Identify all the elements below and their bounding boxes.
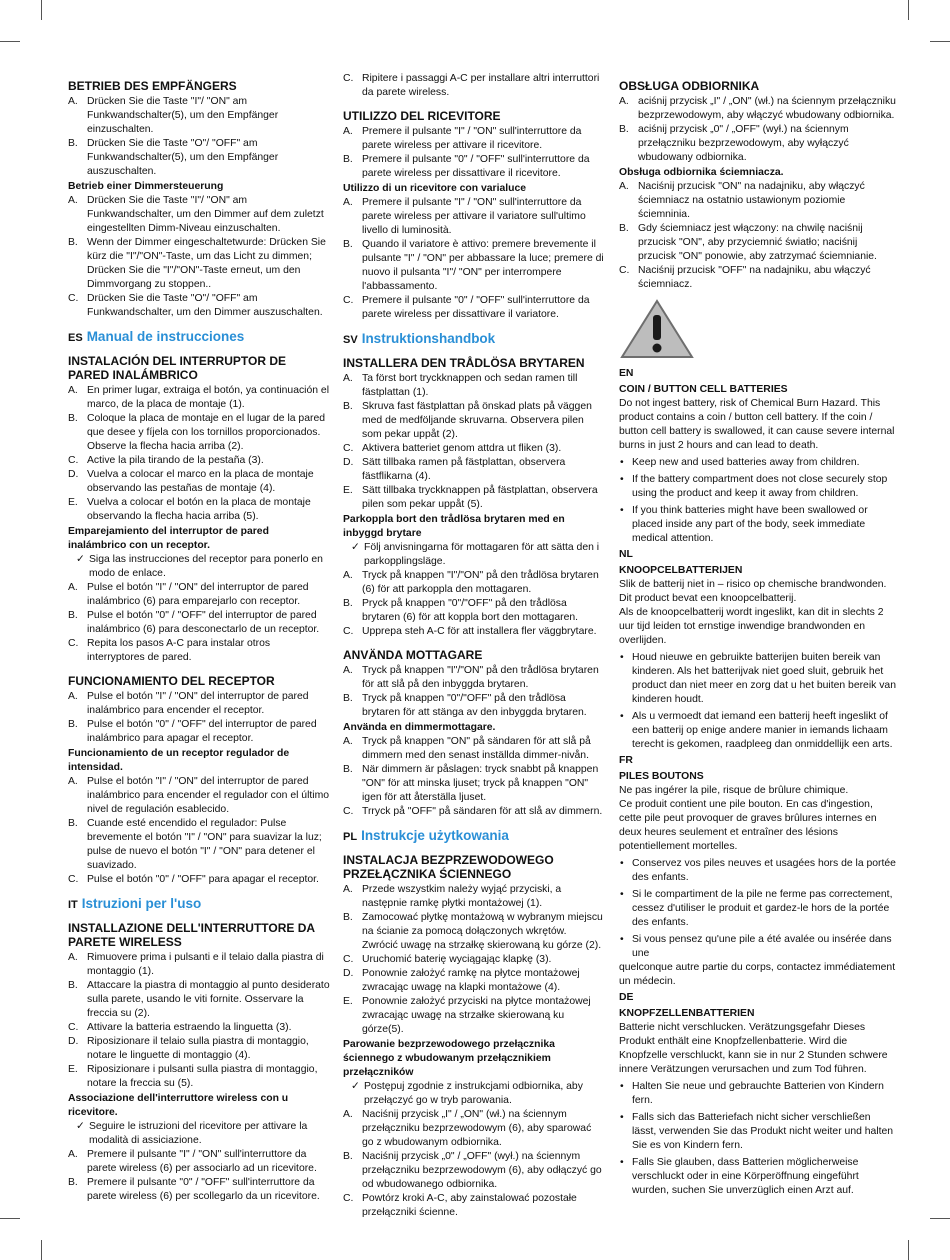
warning-heading: KNOOPCELBATTERIJEN (619, 565, 743, 576)
bullet-item (619, 473, 897, 501)
paragraph: quelconque autre partie du corps, contactez immédiatement un médecin. (619, 962, 896, 987)
list-marker: A. (343, 736, 353, 747)
bullet-icon: • (620, 457, 624, 468)
list-item (68, 690, 330, 718)
crop-mark (0, 41, 20, 42)
list-item-text: Active la pila tirando de la pestaña (3). (87, 455, 264, 466)
section-heading: UTILIZZO DEL RICEVITORE (343, 109, 501, 123)
check-item-text: Följ anvisningarna för mottagaren för att sätta den i parkopplingsläge. (364, 542, 600, 567)
list-item (343, 400, 605, 442)
list-item-text: Drücken Sie die Taste "O"/ "OFF" am Funkwandschalter(5), um den Empfänger auszuschalten. (87, 138, 279, 177)
list-marker: D. (343, 968, 354, 979)
list-marker: C. (343, 806, 354, 817)
list-item-text: Repita los pasos A-C para instalar otros interryptores de pared. (87, 638, 271, 663)
list-item (343, 1192, 605, 1220)
warning-heading: PILES BOUTONS (619, 771, 704, 782)
list-marker: A. (68, 691, 78, 702)
list-item (343, 597, 605, 625)
paragraph: Batterie nicht verschlucken. Verätzungsgefahr Dieses Produkt enthält eine Knopfzellenbatterie. Wird die Knopfzelle verschluckt, kann sie in nur 2 Stunden schwere innere Verätzungen verursachen und zum Tod führen. (619, 1022, 888, 1075)
list-item (343, 294, 605, 322)
crop-mark (908, 1240, 909, 1260)
list-marker: A. (68, 385, 78, 396)
list-marker: B. (343, 598, 353, 609)
list-item-text: Quando il variatore è attivo: premere brevemente il pulsante "I" / "ON" per abbassare la luce; premere di nuovo il pulsanta "I"/ "ON" per interrompere l'abbassamento. (362, 239, 604, 292)
list-marker: C. (68, 874, 79, 885)
section-heading: INSTALACJA BEZPRZEWODOWEGO PRZEŁĄCZNIKA ŚCIENNEGO (343, 853, 554, 881)
list-marker: C. (68, 1022, 79, 1033)
section-heading: INSTALLERA DEN TRÅDLÖSA BRYTAREN (343, 356, 585, 370)
paragraph: Do not ingest battery, risk of Chemical Burn Hazard. This product contains a coin / button cell battery. If the coin / button cell battery is swallowed, it can cause severe internal burns in just 2 hours and can lead to death. (619, 398, 895, 451)
list-item (343, 456, 605, 484)
list-marker: D. (343, 457, 354, 468)
list-item (343, 664, 605, 692)
language-section-title (68, 330, 330, 345)
bullet-item-text: Conservez vos piles neuves et usagées hors de la portée des enfants. (632, 858, 896, 883)
list-item (343, 953, 605, 967)
list-item-text: Rimuovere prima i pulsanti e il telaio dalla piastra di montaggio (1). (87, 952, 324, 977)
language-code: PL (343, 831, 358, 843)
paragraph: Ne pas ingérer la pile, risque de brûlure chimique. (619, 785, 849, 796)
list-item (343, 484, 605, 512)
subheading: Parkoppla bort den trådlösa brytaren med en inbyggd brytare (343, 514, 565, 539)
list-item (68, 412, 330, 454)
list-marker: E. (343, 485, 353, 496)
subheading: Betrieb einer Dimmersteuerung (68, 181, 224, 192)
list-marker: C. (343, 1193, 354, 1204)
list-marker: A. (68, 195, 78, 206)
list-marker: C. (619, 265, 630, 276)
list-marker: A. (343, 884, 353, 895)
list-item (68, 292, 330, 320)
list-item-text: Skruva fast fästplattan på önskad plats på väggen med de medföljande skruvarna. Observera pilen som pekar uppåt (2). (362, 401, 592, 440)
subheading: Emparejamiento del interruptor de pared inalámbrico con un receptor. (68, 526, 269, 551)
list-item-text: Coloque la placa de montaje en el lugar de la pared que desee y fíjela con los tornillos proporcionados. Observe la flecha hacia arriba (2). (87, 413, 325, 452)
list-item-text: Pulse el botón "I" / "ON" del interruptor de pared inalámbrico (6) para emparejarlo con receptor. (87, 582, 309, 607)
section-heading: ANVÄNDA MOTTAGARE (343, 648, 483, 662)
list-item (68, 1063, 330, 1091)
list-item-text: Pulse el botón "I" / "ON" del interruptor de pared inalámbrico para encender el regulador con el último nivel de regulación esablecido. (87, 776, 330, 815)
list-marker: B. (343, 1151, 353, 1162)
list-item (619, 222, 897, 264)
bullet-item-text: Als u vermoedt dat iemand een batterij heeft ingeslikt of een batterij op enige andere manier in iemands lichaam terecht is gekomen, raadpleeg dan onmiddellijk een arts. (632, 711, 893, 750)
list-item-text: Premere il pulsante "0" / "OFF" sull'interruttore da parete wireless per dissattivare il ricevitore. (362, 154, 590, 179)
bullet-item (619, 933, 897, 961)
list-marker: B. (68, 719, 78, 730)
checkmark-icon: ✓ (351, 542, 360, 553)
list-marker: A. (343, 197, 353, 208)
list-item-text: När dimmern är påslagen: tryck snabbt på knappen "ON" för att minska ljuset; tryck på knappen "ON" igen för att återställa ljuset. (362, 764, 599, 803)
list-marker: E. (343, 996, 353, 1007)
crop-mark (908, 0, 909, 20)
list-item (343, 995, 605, 1037)
warning-heading: KNOPFZELLENBATTERIEN (619, 1008, 755, 1019)
list-item (68, 1021, 330, 1035)
list-item-text: Sätt tillbaka ramen på fästplattan, observera fästflikarna (4). (362, 457, 566, 482)
list-item-text: Premere il pulsante "0" / "OFF" sull'interruttore da parete wireless per dissattivare il variatore. (362, 295, 590, 320)
list-marker: B. (619, 223, 629, 234)
manual-title: Manual de instrucciones (86, 329, 245, 344)
list-marker: A. (68, 776, 78, 787)
list-marker: B. (68, 237, 78, 248)
list-item-text: Tryck på knappen "I"/"ON" på den trådlösa brytaren (6) för att parkoppla den mottagaren. (362, 570, 599, 595)
paragraph: Als de knoopcelbatterij wordt ingeslikt, kan dit in slechts 2 uur tijd leiden tot ernstige inwendige brandwonden en overlijden. (619, 607, 884, 646)
manual-title: Instruktionshandbok (361, 331, 496, 346)
bullet-item-text: Si vous pensez qu'une pile a été avalée ou insérée dans une (632, 934, 892, 959)
list-item (343, 735, 605, 763)
list-item (68, 454, 330, 468)
list-item (68, 951, 330, 979)
bullet-item (619, 1080, 897, 1108)
language-section-title (343, 332, 605, 347)
list-item (68, 718, 330, 746)
list-marker: B. (68, 1177, 78, 1188)
language-section-title (343, 829, 605, 844)
list-item (68, 817, 330, 873)
list-item (68, 1148, 330, 1176)
language-code: IT (68, 899, 78, 911)
bullet-item-text: Falls Sie glauben, dass Batterien möglicherweise verschluckt oder in eine Körperöffnung eingeführt wurden, suchen Sie unverzüglich einen Arzt auf. (632, 1157, 859, 1196)
list-item-text: Naciśnij przucisk "OFF" na nadajniku, abu włączyć ściemniacz. (638, 265, 871, 290)
list-item (343, 625, 605, 639)
list-item (68, 873, 330, 887)
list-item-text: Drücken Sie die Taste "O"/ "OFF" am Funkwandschalter, um den Dimmer auszuschalten. (87, 293, 323, 318)
list-marker: B. (68, 980, 78, 991)
list-item-text: Cuande esté encendido el regulador: Pulse brevemente el botón "I" / "ON" para suavizar la luz; pulse de nuevo el botón "I" / "ON" para detener el suavizado. (87, 818, 322, 871)
list-item-text: Riposizionare il telaio sulla piastra di montaggio, notare le linguette di montaggio (4). (87, 1036, 309, 1061)
list-marker: B. (619, 124, 629, 135)
list-marker: A. (343, 570, 353, 581)
subheading: Utilizzo di un ricevitore con varialuce (343, 183, 527, 194)
list-item (68, 236, 330, 292)
list-item (619, 123, 897, 165)
list-marker: B. (68, 138, 78, 149)
column-middle (343, 72, 605, 1220)
list-item-text: Zamocować płytkę montażową w wybranym miejscu na ścianie za pomocą dołączonych wkrętów. Zwrócić uwagę na strzałkę skierowaną ku górze (2). (362, 912, 603, 951)
list-item-text: Drücken Sie die Taste "I"/ "ON" am Funkwandschalter(5), um den Empfänger einzuschalten. (87, 96, 279, 135)
list-item (343, 196, 605, 238)
bullet-icon: • (620, 858, 624, 869)
bullet-item-text: Si le compartiment de la pile ne ferme pas correctement, cessez d'utiliser le produit et gardez-le hors de la portée des enfants. (632, 889, 893, 928)
list-marker: C. (343, 954, 354, 965)
section-heading: INSTALACIÓN DEL INTERRUPTOR DE PARED INALÁMBRICO (68, 354, 287, 382)
list-marker: C. (68, 293, 79, 304)
bullet-icon: • (620, 505, 624, 516)
list-item-text: Uruchomić baterię wyciągając klapkę (3). (362, 954, 552, 965)
list-item-text: Premere il pulsante "0" / "OFF" sull'interruttore da parete wireless (6) per scollegarlo da un ricevitore. (87, 1177, 320, 1202)
list-item-text: Riposizionare i pulsanti sulla piastra di montaggio, notare la freccia su (5). (87, 1064, 318, 1089)
check-item-text: Seguire le istruzioni del ricevitore per attivare la modalità di assiciazione. (89, 1121, 308, 1146)
list-item-text: Aktivera batteriet genom attdra ut fliken (3). (362, 443, 562, 454)
checkmark-icon: ✓ (76, 1121, 85, 1132)
list-item (343, 442, 605, 456)
list-marker: A. (68, 1149, 78, 1160)
bullet-item (619, 710, 897, 752)
warning-heading: COIN / BUTTON CELL BATTERIES (619, 384, 788, 395)
list-marker: E. (68, 497, 78, 508)
list-marker: A. (619, 181, 629, 192)
list-item (619, 180, 897, 222)
list-item (343, 72, 605, 100)
list-marker: B. (343, 401, 353, 412)
list-marker: A. (343, 665, 353, 676)
section-heading: OBSŁUGA ODBIORNIKA (619, 79, 760, 93)
list-marker: C. (343, 626, 354, 637)
list-item (343, 967, 605, 995)
list-item-text: Pulse el botón "0" / "OFF" para apagar el receptor. (87, 874, 319, 885)
subheading: Associazione dell'interruttore wireless con u ricevitore. (68, 1093, 289, 1118)
bullet-item-text: Halten Sie neue und gebrauchte Batterien von Kindern fern. (632, 1081, 884, 1106)
list-marker: A. (343, 126, 353, 137)
list-item-text: Drücken Sie die Taste "I"/ "ON" am Funkwandschalter, um den Dimmer auf dem zuletzt eingestellten Dimm-Niveau einzuschalten. (87, 195, 324, 234)
list-marker: C. (68, 455, 79, 466)
battery-warnings (619, 367, 897, 1198)
warning-heading: FR (619, 755, 633, 766)
list-item (619, 95, 897, 123)
language-code: SV (343, 334, 358, 346)
list-item-text: Powtórz kroki A-C, aby zainstalować pozostałe przełączniki ścienne. (362, 1193, 577, 1218)
list-item-text: En primer lugar, extraiga el botón, ya continuación el marco, de la placa de montaje (1). (87, 385, 330, 410)
list-item-text: Trryck på "OFF" på sändaren för att slå av dimmern. (362, 806, 603, 817)
list-item-text: Upprepa steh A-C för att installera fler väggbrytare. (362, 626, 597, 637)
check-item (68, 1120, 330, 1148)
bullet-icon: • (620, 889, 624, 900)
list-marker: B. (343, 239, 353, 250)
list-marker: A. (619, 96, 629, 107)
list-item-text: Ponownie założyć przyciski na płytce montażowej zwracając uwagę na strzałke skierowaną ku górze(5). (362, 996, 591, 1035)
warning-heading: EN (619, 368, 634, 379)
bullet-icon: • (620, 1081, 624, 1092)
list-item-text: Premere il pulsante "I" / "ON" sull'interruttore da parete wireless per attivare il ricevitore. (362, 126, 582, 151)
list-item-text: Vuelva a colocar el botón en la placa de montaje observando la flecha hacia arriba (5). (87, 497, 311, 522)
list-item (343, 883, 605, 911)
language-code: ES (68, 332, 83, 344)
list-item-text: Attivare la batteria estraendo la linguetta (3). (87, 1022, 292, 1033)
list-item-text: Tryck på knappen "ON" på sändaren för att slå på dimmern med den senast inställda dimmer-nivån. (362, 736, 591, 761)
check-item-text: Siga las instrucciones del receptor para ponerlo en modo de enlace. (89, 554, 323, 579)
bullet-item-text: Keep new and used batteries away from children. (632, 457, 860, 468)
bullet-item (619, 857, 897, 885)
bullet-icon: • (620, 934, 624, 945)
list-item-text: Attaccare la piastra di montaggio al punto desiderato sulla parete, usando le viti fornite. Osservare la freccia su (2). (87, 980, 330, 1019)
check-item-text: Postępuj zgodnie z instrukcjami odbiornika, aby przełączyć go w tryb parowania. (364, 1081, 583, 1106)
list-item-text: Tryck på knappen "I"/"ON" på den trådlösa brytaren för att slå på den inbyggda brytaren. (362, 665, 599, 690)
list-marker: C. (68, 638, 79, 649)
list-marker: A. (343, 373, 353, 384)
bullet-icon: • (620, 474, 624, 485)
list-item-text: Vuelva a colocar el marco en la placa de montaje observando las pestañas de montaje (4). (87, 469, 314, 494)
list-marker: B. (343, 912, 353, 923)
list-item (68, 95, 330, 137)
subheading: Parowanie bezprzewodowego przełącznika ściennego z wbudowanym przełącznikiem przełączników (343, 1039, 555, 1078)
list-marker: B. (343, 764, 353, 775)
list-item-text: Wenn der Dimmer eingeschaltetwurde: Drücken Sie kürz die "I"/"ON"-Taste, um das Licht zu dimmen; Drücken Sie die "I"/"ON"-Taste erneut, um den Dimmvorgang zu stoppen.. (87, 237, 326, 290)
list-marker: C. (343, 295, 354, 306)
list-marker: E. (68, 1064, 78, 1075)
crop-mark (930, 1218, 950, 1219)
list-item (68, 637, 330, 665)
list-item (619, 264, 897, 292)
bullet-icon: • (620, 652, 624, 663)
list-item-text: Gdy ściemniacz jest włączony: na chwilę naciśnij przucisk "ON", aby przyciemnić światło; naciśnij przucisk "ON" ponowie, aby zatrzymać ściemnianie. (638, 223, 877, 262)
list-marker: A. (68, 952, 78, 963)
list-item-text: Naciśnij przucisk "ON" na nadajniku, aby włączyć ściemniacz na ostatnio ustawionym poziomie ściemninia. (638, 181, 865, 220)
checkmark-icon: ✓ (76, 554, 85, 565)
subheading: Använda en dimmermottagare. (343, 722, 496, 733)
bullet-icon: • (620, 711, 624, 722)
list-marker: B. (68, 413, 78, 424)
column-left (68, 70, 330, 1204)
bullet-item (619, 1111, 897, 1153)
list-marker: D. (68, 1036, 79, 1047)
list-item-text: aciśnij przycisk „0" / „OFF" (wył.) na ściennym przełączniku bezprzewodowym, aby wyłączyć wbudowany odbiornika. (638, 124, 849, 163)
section-heading: BETRIEB DES EMPFÄNGERS (68, 79, 237, 93)
list-item-text: Pulse el botón "I" / "ON" del interruptor de pared inalámbrico para encender el receptor. (87, 691, 309, 716)
list-marker: B. (343, 154, 353, 165)
section-heading: FUNCIONAMIENTO DEL RECEPTOR (68, 674, 275, 688)
crop-mark (930, 41, 950, 42)
bullet-item (619, 504, 897, 546)
list-item (343, 805, 605, 819)
crop-mark (41, 1240, 42, 1260)
list-item (68, 384, 330, 412)
list-item (68, 496, 330, 524)
crop-mark (0, 1218, 20, 1219)
list-item-text: Sätt tillbaka tryckknappen på fästplattan, observera pilen som pekar uppåt (5). (362, 485, 598, 510)
list-item-text: Naciśnij przycisk „0" / „OFF" (wył.) na ściennym przełączniku bezprzewodowym (6), aby odłączyć go od wbudowanego odbiornika. (362, 1151, 602, 1190)
list-item (343, 238, 605, 294)
subheading: Obsługa odbiornika ściemniacza. (619, 167, 784, 178)
list-item-text: Pulse el botón "0" / "OFF" del interruptor de pared inalámbrico para apagar el receptor. (87, 719, 317, 744)
check-item (343, 541, 605, 569)
list-item (343, 125, 605, 153)
list-item-text: aciśnij przycisk „I" / „ON" (wł.) na ściennym przełączniku bezprzewodowym, aby włączyć wbudowany odbiornika. (638, 96, 896, 121)
paragraph: Ce produit contient une pile bouton. En cas d'ingestion, cette pile peut provoquer de graves brûlures internes en deux heures seulement et entraîner des lésions potentiellement mortelles. (619, 799, 877, 852)
list-item-text: Premere il pulsante "I" / "ON" sull'interruttore da parete wireless per attivare il variatore sull'ultimo livello di luminosità. (362, 197, 586, 236)
checkmark-icon: ✓ (351, 1081, 360, 1092)
column-right (619, 70, 897, 1198)
list-item (68, 775, 330, 817)
bullet-item-text: If the battery compartment does not close securely stop using the product and keep it away from children. (632, 474, 888, 499)
bullet-item (619, 888, 897, 930)
paragraph: Slik de batterij niet in – risico op chemische brandwonden. Dit product bevat een knoopcelbatterij. (619, 579, 887, 604)
list-item-text: Ripitere i passaggi A-C per installare altri interruttori da parete wireless. (362, 73, 600, 98)
crop-mark (41, 0, 42, 20)
obsluga-odbiornika-section (619, 79, 897, 292)
bullet-icon: • (620, 1157, 624, 1168)
bullet-item-text: If you think batteries might have been swallowed or placed inside any part of the body, seek immediate medical attention. (632, 505, 868, 544)
list-item (68, 194, 330, 236)
list-item (343, 911, 605, 953)
list-item (343, 692, 605, 720)
bullet-item-text: Houd nieuwe en gebruikte batterijen buiten bereik van kinderen. Als het batterijvak niet goed sluit, gebruik het product dan niet meer en zorg dat u het buiten bereik van kinderen houdt. (632, 652, 896, 705)
check-item (343, 1080, 605, 1108)
list-item (68, 1035, 330, 1063)
manual-title: Istruzioni per l'uso (81, 896, 202, 911)
warning-heading: DE (619, 992, 634, 1003)
list-marker: B. (343, 693, 353, 704)
list-item (343, 569, 605, 597)
bullet-icon: • (620, 1112, 624, 1123)
bullet-item (619, 456, 897, 470)
list-item-text: Pryck på knappen "0"/"OFF" på den trådlösa brytaren (6) för att koppla bort den mottagaren. (362, 598, 579, 623)
list-marker: B. (68, 818, 78, 829)
list-marker: C. (343, 443, 354, 454)
list-item-text: Przede wszystkim należy wyjąć przyciski, a następnie ramkę płytki montażowej (1). (362, 884, 562, 909)
list-item (68, 609, 330, 637)
list-item (68, 581, 330, 609)
list-item-text: Ponownie założyć ramkę na płytce montażowej zwracając uwagę na klapki montażowe (4). (362, 968, 580, 993)
list-item-text: Pulse el botón "0" / "OFF" del interruptor de pared inalámbrico (6) para desconectarlo de un receptor. (87, 610, 320, 635)
list-item (68, 1176, 330, 1204)
list-marker: C. (343, 73, 354, 84)
list-item (343, 1150, 605, 1192)
list-marker: D. (68, 469, 79, 480)
list-item (68, 979, 330, 1021)
bullet-item (619, 1156, 897, 1198)
list-item (343, 153, 605, 181)
list-marker: A. (68, 582, 78, 593)
list-item (343, 763, 605, 805)
manual-title: Instrukcje użytkowania (361, 828, 509, 843)
list-item (68, 468, 330, 496)
list-marker: B. (68, 610, 78, 621)
list-item-text: Tryck på knappen "0"/"OFF" på den trådlösa brytaren för att stänga av den inbyggda brytaren. (362, 693, 587, 718)
bullet-item (619, 651, 897, 707)
bullet-item-text: Falls sich das Batteriefach nicht sicher verschließen lässt, verwenden Sie das Produkt nicht weiter und halten Sie es von Kindern fern. (632, 1112, 894, 1151)
warning-heading: NL (619, 549, 633, 560)
language-section-title (68, 897, 330, 912)
list-item-text: Ta först bort tryckknappen och sedan ramen till fästplattan (1). (362, 373, 578, 398)
section-heading: INSTALLAZIONE DELL'INTERRUTTORE DA PARETE WIRELESS (68, 921, 315, 949)
list-marker: A. (343, 1109, 353, 1120)
check-item (68, 553, 330, 581)
list-item (68, 137, 330, 179)
list-marker: A. (68, 96, 78, 107)
list-item-text: Naciśnij przycisk „I" / „ON" (wł.) na ściennym przełączniku bezprzewodowym (6), aby sparować go z wbudowanym odbiornika. (362, 1109, 592, 1148)
subheading: Funcionamiento de un receptor regulador de intensidad. (68, 748, 290, 773)
warning-triangle-icon (619, 298, 897, 365)
list-item (343, 372, 605, 400)
list-item (343, 1108, 605, 1150)
list-item-text: Premere il pulsante "I" / "ON" sull'interruttore da parete wireless (6) per associarlo ad un ricevitore. (87, 1149, 317, 1174)
